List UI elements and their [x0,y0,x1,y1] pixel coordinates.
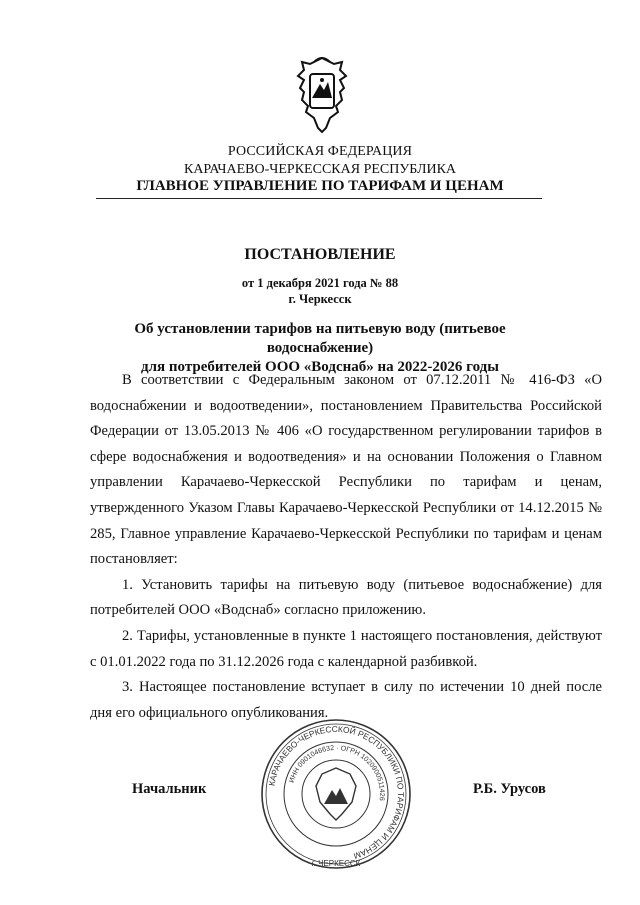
point-3-paragraph: 3. Настоящее постановление вступает в силу по истечении 10 дней после дня его официального опубликования. [90,679,602,721]
header-agency: ГЛАВНОЕ УПРАВЛЕНИЕ ПО ТАРИФАМ И ЦЕНАМ [136,178,504,194]
document-city: г. Черкесск [288,292,352,306]
document-date: от 1 декабря 2021 года № 88 [241,276,399,290]
seal-city-text: г. ЧЕРКЕССК [311,859,361,868]
subject-line-1: Об установлении тарифов на питьевую воду (питьевое водоснабжение) [134,321,506,356]
svg-text:КАРАЧАЕВО-ЧЕРКЕССКОЙ РЕСПУБЛИК [267,724,406,861]
official-seal-stamp [258,716,414,872]
signatory-name: Р.Б. Урусов [473,781,546,797]
document-body [90,368,602,726]
preamble-paragraph: В соответствии с Федеральным законом от 07.12.2011 № 416-ФЗ «О водоснабжении и водоотведении», постановлением Правительства Российской Федерации от 13.05.2013 № 406 «О государственном регулировании тарифов в сфере водоснабжения и водоотведения» и на основании Положения о Главном управлении Карачаево-Черкесской Республики по тарифам и ценам, утвержденного Указом Главы Карачаево-Черкесской Республики от 14.12.2015 № 285, Главное управление Карачаево-Черкесской Республики по тарифам и ценам постановляет: [90,372,602,568]
coat-of-arms-emblem [290,52,354,136]
seal-outer-text: КАРАЧАЕВО-ЧЕРКЕССКОЙ РЕСПУБЛИКИ ПО ТАРИФАМ И ЦЕНАМ [266,723,407,862]
seal-inner-text: ИНН 0901046632 · ОГРН 1020900511426 [288,744,386,802]
subject-line-2: для потребителей ООО «Водснаб» на 2022-2026 годы [141,359,499,375]
point-1-paragraph: 1. Установить тарифы на питьевую воду (питьевое водоснабжение) для потребителей ООО «Водснаб» согласно приложению. [90,576,602,619]
point-2-paragraph: 2. Тарифы, установленные в пункте 1 настоящего постановления, действуют с 01.01.2022 года по 31.12.2026 года с календарной разбивкой. [90,627,602,670]
document-type: ПОСТАНОВЛЕНИЕ [244,246,396,263]
header-country: РОССИЙСКАЯ ФЕДЕРАЦИЯ [227,144,413,159]
signatory-title: Начальник [132,781,207,797]
header-republic: КАРАЧАЕВО-ЧЕРКЕССКАЯ РЕСПУБЛИКА [183,162,457,177]
header-divider [96,198,542,199]
